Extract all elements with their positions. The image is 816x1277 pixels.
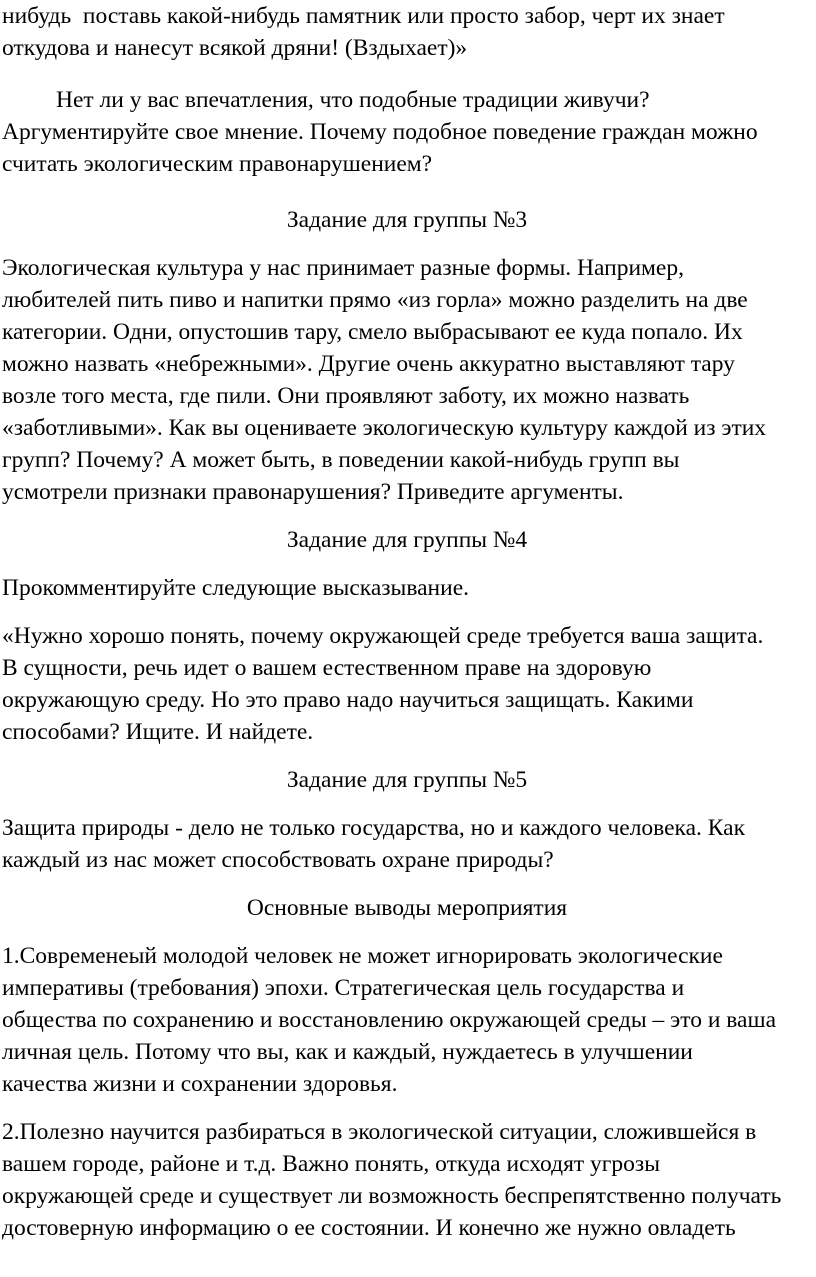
text-line: Экологическая культура у нас принимает разные формы. Например, <box>2 255 684 281</box>
text-line: «заботливыми». Как вы оцениваете экологическую культуру каждой из этих <box>2 415 767 441</box>
group5-paragraph <box>2 812 812 876</box>
text-line: категории. Одни, опустошив тару, смело выбрасывают ее куда попало. Их <box>2 319 743 345</box>
text-line: качества жизни и сохранении здоровья. <box>2 1071 398 1097</box>
text-line: «Нужно хорошо понять, почему окружающей среде требуется ваша защита. <box>2 623 764 649</box>
text-line: 2.Полезно научится разбираться в экологической ситуации, сложившейся в <box>2 1119 757 1145</box>
heading-text: Задание для группы №3 <box>286 207 528 233</box>
text-line: общества по сохранению и восстановлению окружающей среды – это и ваша <box>2 1007 777 1033</box>
text-line: усмотрели признаки правонарушения? Приведите аргументы. <box>2 479 624 505</box>
intro-paragraph <box>2 0 812 64</box>
group5-heading <box>2 764 812 796</box>
text-line: групп? Почему? А может быть, в поведении какой-нибудь групп вы <box>2 447 680 473</box>
text-line: окружающую среду. Но это право надо научиться защищать. Какими <box>2 687 694 713</box>
conclusions-heading <box>2 892 812 924</box>
question-paragraph <box>2 84 812 180</box>
text-line: Нет ли у вас впечатления, что подобные традиции живучи? <box>56 87 650 113</box>
group4-intro <box>2 572 812 604</box>
heading-text: Задание для группы №4 <box>286 527 528 553</box>
text-line: Защита природы - дело не только государства, но и каждого человека. Как <box>2 815 746 841</box>
text-line: вашем городе, районе и т.д. Важно понять, откуда исходят угрозы <box>2 1151 660 1177</box>
text-line: окружающей среде и существует ли возможность беспрепятственно получать <box>2 1183 782 1209</box>
text-line: любителей пить пиво и напитки прямо «из горла» можно разделить на две <box>2 287 748 313</box>
text-line: нибудь поставь какой-нибудь памятник или просто забор, черт их знает <box>2 3 725 29</box>
group4-heading <box>2 524 812 556</box>
group3-paragraph <box>2 252 812 508</box>
heading-text: Основные выводы мероприятия <box>246 895 568 921</box>
conclusion-item-2 <box>2 1116 812 1244</box>
heading-text: Задание для группы №5 <box>286 767 528 793</box>
text-line: считать экологическим правонарушением? <box>2 151 433 177</box>
text-line: возле того места, где пили. Они проявляют заботу, их можно назвать <box>2 383 690 409</box>
text-line: Аргументируйте свое мнение. Почему подобное поведение граждан можно <box>2 119 758 145</box>
text-line: В сущности, речь идет о вашем естественном праве на здоровую <box>2 655 652 681</box>
text-line: достоверную информацию о ее состоянии. И конечно же нужно овладеть <box>2 1215 736 1241</box>
text-line: Прокомментируйте следующие высказывание. <box>2 575 470 601</box>
text-line: откудова и нанесут всякой дряни! (Вздыхает)» <box>2 35 468 61</box>
text-line: можно назвать «небрежными». Другие очень аккуратно выставляют тару <box>2 351 735 377</box>
group3-heading <box>2 204 812 236</box>
text-line: 1.Современеый молодой человек не может игнорировать экологические <box>2 943 723 969</box>
group4-quote <box>2 620 812 748</box>
text-line: каждый из нас может способствовать охране природы? <box>2 847 554 873</box>
conclusion-item-1 <box>2 940 812 1100</box>
text-line: личная цель. Потому что вы, как и каждый, нуждаетесь в улучшении <box>2 1039 693 1065</box>
text-line: императивы (требования) эпохи. Стратегическая цель государства и <box>2 975 685 1001</box>
text-line: способами? Ищите. И найдете. <box>2 719 314 745</box>
